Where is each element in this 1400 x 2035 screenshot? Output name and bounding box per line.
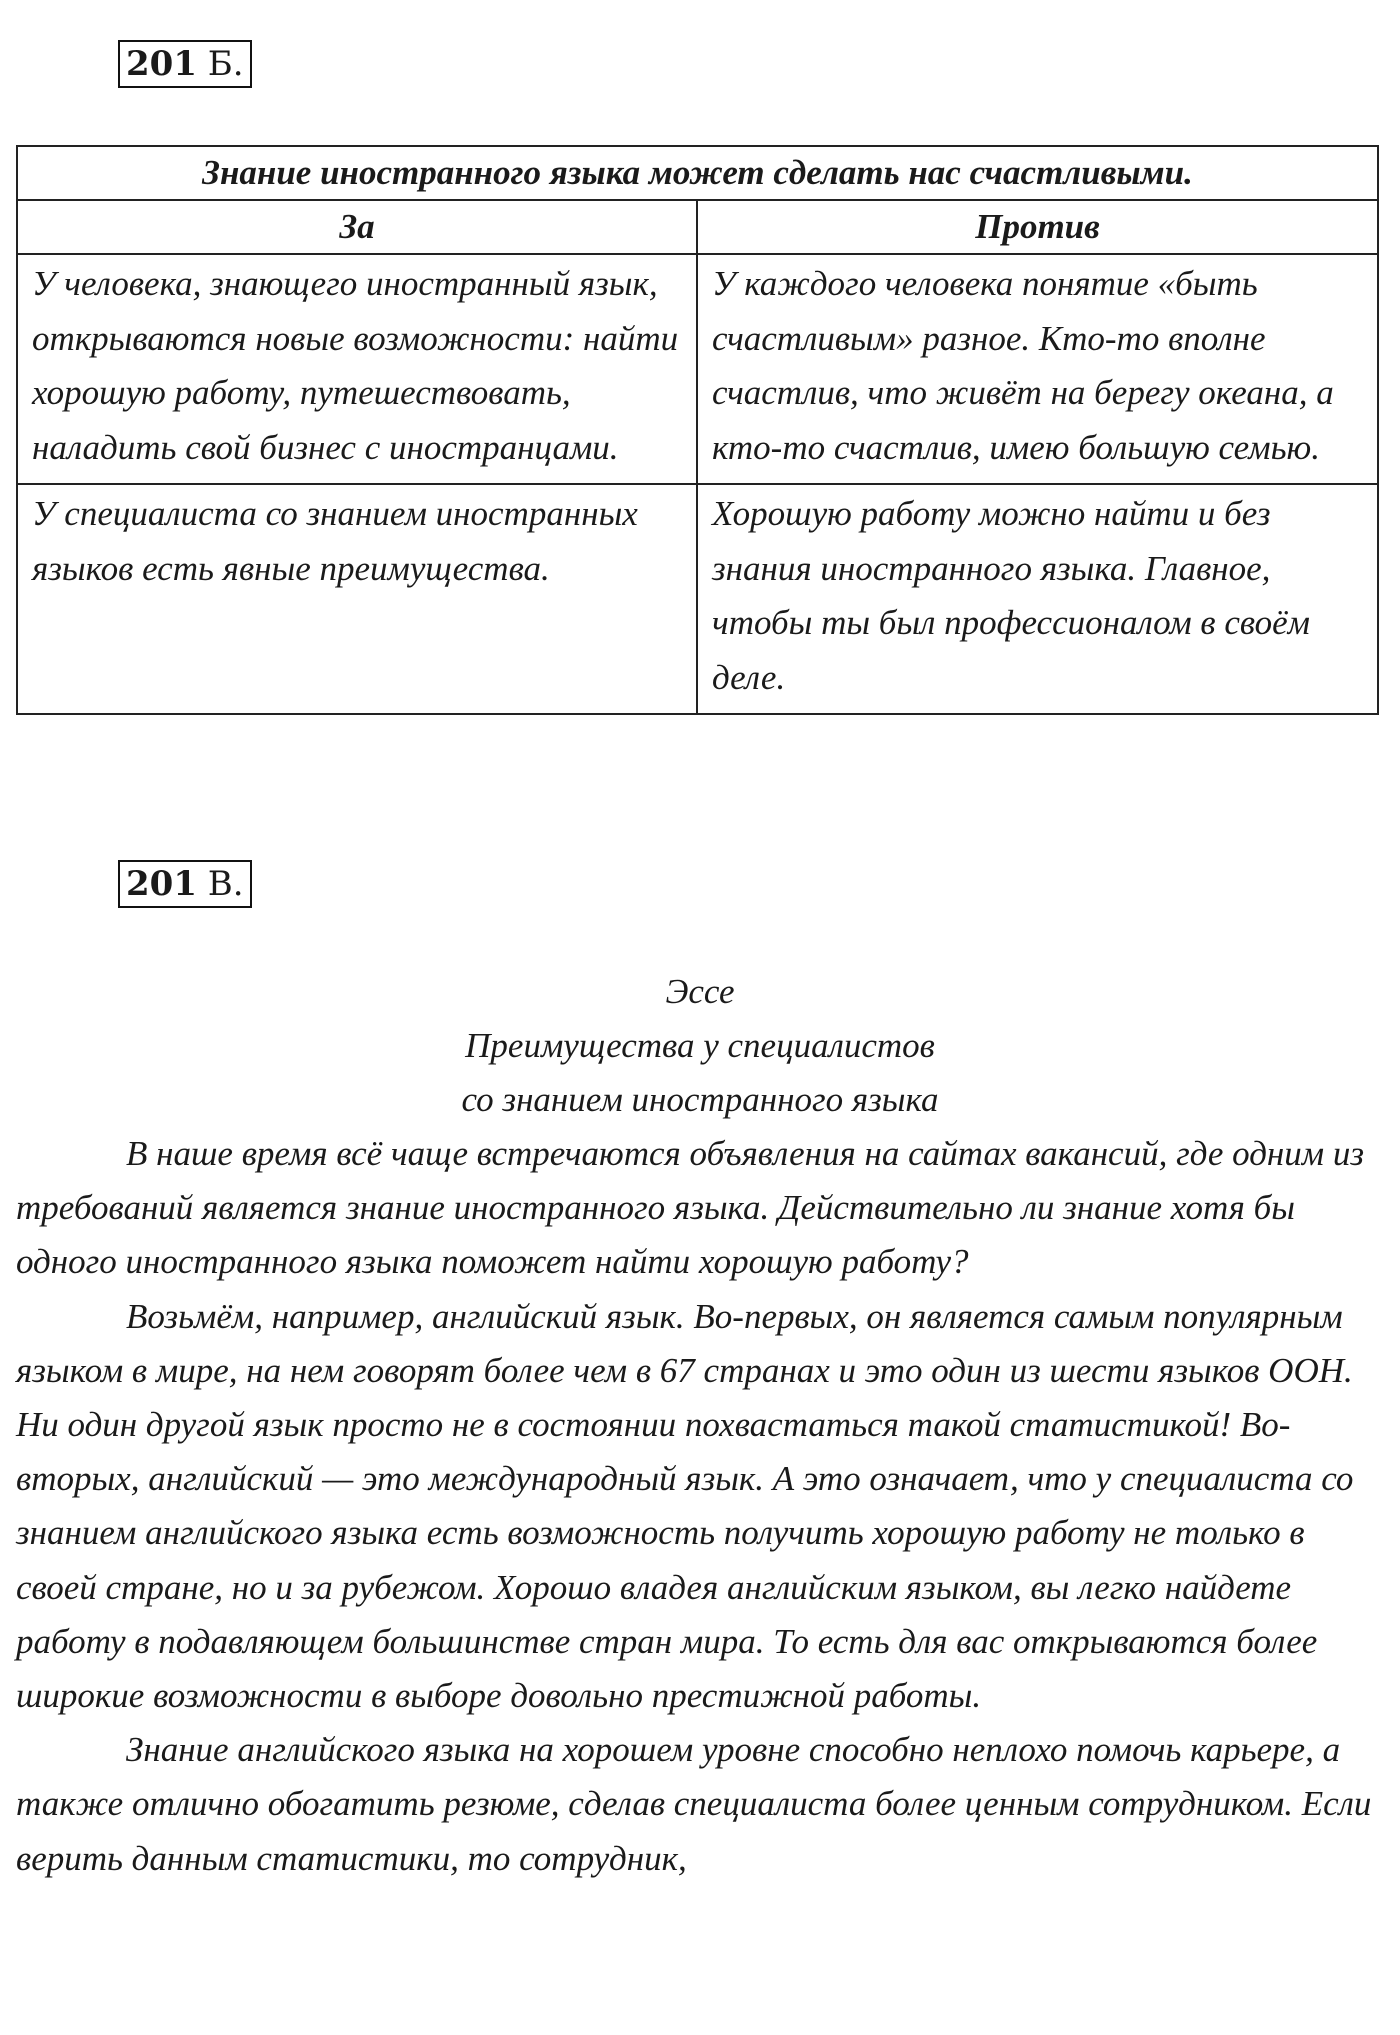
column-header-for: За xyxy=(17,200,697,254)
essay-title-line-2: со знанием иностранного языка xyxy=(461,1080,939,1119)
essay-paragraph: Возьмём, например, английский язык. Во-первых, он является самым популярным языком в мире, на нем говорят более чем в 67 странах и это один из шести языков ООН. Ни один другой язык просто не в состоянии похвастаться такой статистикой! Во-вторых, английский — это международный язык. А это означает, что у специалиста со знанием английского языка есть возможность получить хорошую работу не только в своей стране, но и за рубежом. Хорошо владея английским языком, вы легко найдете работу в подавляющем большинстве стран мира. То есть для вас открываются более широкие возможности в выборе довольно престижной работы. xyxy=(16,1296,1354,1716)
task-label-201v xyxy=(118,860,252,908)
pros-cons-table xyxy=(16,145,1379,715)
column-header-against: Против xyxy=(697,200,1378,254)
table-title: Знание иностранного языка может сделать нас счастливыми. xyxy=(17,146,1378,200)
argument-for: У человека, знающего иностранный язык, открываются новые возможности: найти хорошую работу, путешествовать, наладить свой бизнес с иностранцами. xyxy=(17,254,697,484)
essay-genre: Эссе xyxy=(665,972,735,1011)
essay-body xyxy=(16,1127,1386,1886)
table-row xyxy=(17,484,1378,714)
task-number: 201 xyxy=(126,864,197,904)
argument-for: У специалиста со знанием иностранных языков есть явные преимущества. xyxy=(17,484,697,714)
task-letter: Б. xyxy=(207,44,244,84)
task-number: 201 xyxy=(126,44,197,84)
table-row xyxy=(17,254,1378,484)
task-label-201b xyxy=(118,40,252,88)
essay-paragraph: В наше время всё чаще встречаются объявления на сайтах вакансий, где одним из требований является знание иностранного языка. Действительно ли знание хотя бы одного иностранного языка поможет найти хорошую работу? xyxy=(16,1134,1365,1282)
essay-title-line-1: Преимущества у специалистов xyxy=(465,1026,935,1065)
task-letter: В. xyxy=(207,864,244,904)
argument-against: У каждого человека понятие «быть счастливым» разное. Кто-то вполне счастлив, что живёт на берегу океана, а кто-то счастлив, имею большую семью. xyxy=(697,254,1378,484)
argument-against: Хорошую работу можно найти и без знания иностранного языка. Главное, чтобы ты был профессионалом в своём деле. xyxy=(697,484,1378,714)
essay-paragraph: Знание английского языка на хорошем уровне способно неплохо помочь карьере, а также отлично обогатить резюме, сделав специалиста более ценным сотрудником. Если верить данным статистики, то сотрудник, xyxy=(16,1730,1372,1878)
